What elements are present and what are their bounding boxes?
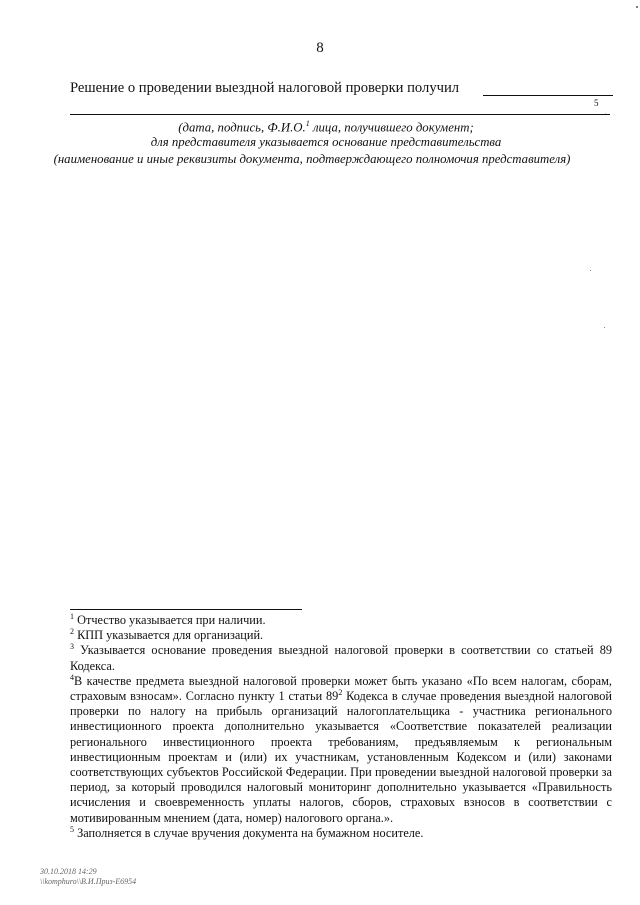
caption-authority-document: (наименование и иные реквизиты документа, подтверждающего полномочия представителя) — [53, 152, 571, 166]
caption-representative-basis: для представителя указывается основание представительства — [150, 135, 502, 149]
footnote-number: 4 — [70, 672, 74, 682]
footnote-4 — [70, 674, 612, 826]
footnote-text: Заполняется в случае вручения документа на бумажном носителе. — [77, 825, 424, 840]
footnote-number: 3 — [70, 642, 74, 652]
decision-received-line: Решение о проведении выездной налоговой проверки получил — [70, 80, 460, 96]
caption-sup-1: 1 — [305, 119, 310, 128]
caption-date-signature — [0, 119, 640, 135]
scan-speck — [590, 270, 591, 271]
scan-speck — [604, 327, 605, 328]
footnote-inline-sup: 2 — [338, 687, 343, 697]
footnote-1 — [70, 613, 612, 628]
footnote-5 — [70, 826, 612, 841]
scan-speck — [636, 6, 638, 8]
receiver-blank-line — [483, 95, 613, 96]
footnote-marker-dot: . — [604, 104, 607, 118]
footnote-text: КПП указывается для организаций. — [77, 628, 264, 643]
footnote-number: 1 — [70, 611, 74, 621]
footnotes — [70, 613, 612, 841]
signature-underline — [70, 114, 610, 115]
footnote-number: 2 — [70, 627, 74, 637]
footnote-separator — [70, 609, 302, 610]
footnote-text-before: В качестве предмета выездной налоговой проверки может быть указано «По всем налогам, сборам, страховым взносам». Согласно пункту 1 статьи 89 — [70, 673, 612, 704]
caption-line1-before: (дата, подпись, Ф.И.О. — [178, 120, 306, 135]
footnote-text: Указывается основание проведения выездной налоговой проверки в соответствии со статьей 89 Кодекса. — [70, 643, 612, 673]
page-number: 8 — [316, 40, 324, 56]
footnote-2 — [70, 628, 612, 643]
footnote-text: Отчество указывается при наличии. — [77, 613, 266, 627]
footnote-text-after: Кодекса в случае проведения выездной налоговой проверки по налогу на прибыль организаций налогоплательщика - участника регионального инвестиционного проекта дополнительно указывается «Соответствие показателей реализации регионального инвестиционного проекта требованиям, предъявляемым к региональным инвестиционным проектам и (или) их участникам, установленным Кодексом и (или) законами соответствующих субъектов Российской Федерации. При проведении выездной налоговой проверки за период, за который проводился налоговый мониторинг дополнительно указывается «Правильность исчисления и своевременность уплаты налогов, сборов, страховых взносов в соответствии с мотивированным мнением (дата, номер) налогового органа.». — [70, 689, 612, 825]
print-stamp-date: 30.10.2018 14:29 — [40, 867, 97, 876]
print-stamp-path: \\komphuro\\В.И.Приз-Е6954 — [40, 877, 137, 886]
footnote-number: 5 — [70, 824, 74, 834]
caption-line1-after: лица, получившего документ; — [309, 120, 474, 135]
footnote-3 — [70, 643, 612, 673]
footnote-marker-5: 5 — [594, 98, 599, 108]
